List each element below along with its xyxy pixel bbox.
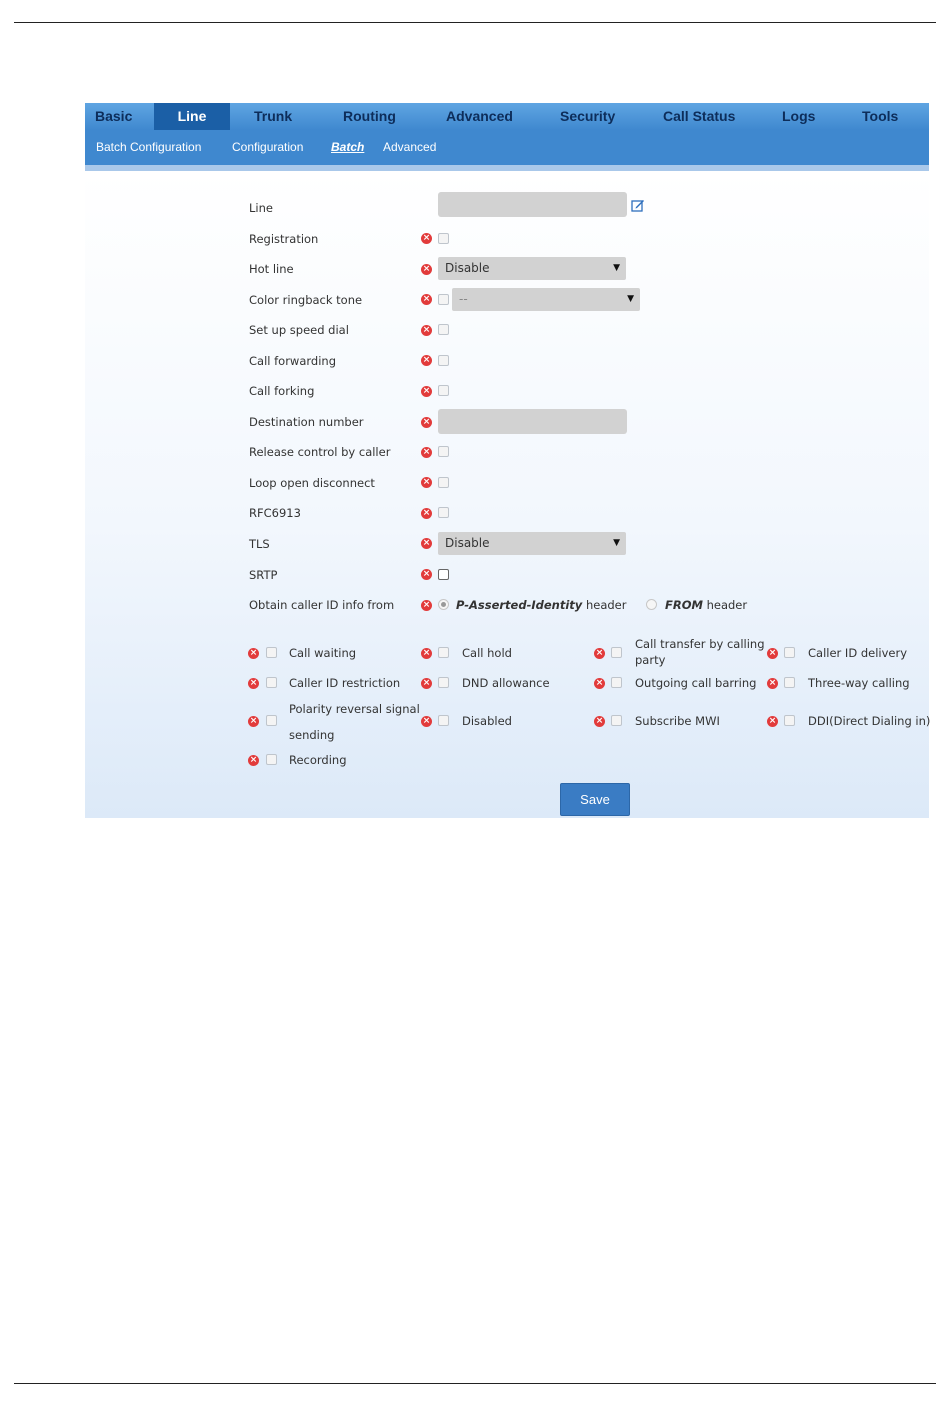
page-top-rule [14,22,936,23]
tab-basic[interactable]: Basic [95,108,133,124]
color-ringback-label: Color ringback tone [249,293,363,307]
p-asserted-identity-text: P-Asserted-Identity [456,598,583,612]
three-way-calling-label: Three-way calling [808,676,910,690]
clear-icon[interactable]: × [249,716,258,726]
tab-line[interactable]: Line [154,103,230,130]
top-nav [85,103,929,130]
clear-icon[interactable]: × [422,233,431,243]
caller-id-restriction-label: Caller ID restriction [289,676,401,690]
rfc-label: RFC6913 [249,506,301,520]
clear-icon[interactable]: × [595,716,604,726]
color-ringback-value: -- [459,292,468,306]
polarity-reversal-label-line2: sending [289,728,335,742]
tab-trunk[interactable]: Trunk [254,108,293,124]
header-suffix: header [582,598,627,612]
release-control-checkbox[interactable] [438,446,449,457]
call-transfer-label: Call transfer by calling [635,637,765,651]
tab-logs[interactable]: Logs [782,108,816,124]
polarity-reversal-checkbox[interactable] [266,715,277,726]
tab-advanced[interactable]: Advanced [446,108,513,124]
from-text: FROM [665,598,703,612]
call-forwarding-label: Call forwarding [249,354,336,368]
recording-checkbox[interactable] [266,754,277,765]
loop-open-checkbox[interactable] [438,477,449,488]
tls-value: Disable [445,536,490,550]
clear-icon[interactable]: × [422,716,431,726]
edit-icon[interactable] [631,198,645,212]
clear-icon[interactable]: × [249,648,258,658]
disabled-label: Disabled [462,714,512,728]
dropdown-arrow-icon: ▼ [627,294,634,304]
tab-tools[interactable]: Tools [862,108,899,124]
sub-nav [85,130,929,165]
dropdown-arrow-icon: ▼ [613,538,620,548]
page-bottom-rule [14,1383,936,1384]
call-forking-checkbox[interactable] [438,385,449,396]
ddi-label: DDI(Direct Dialing in) [808,714,931,728]
tab-security[interactable]: Security [560,108,616,124]
caller-id-delivery-checkbox[interactable] [784,647,795,658]
hot-line-select[interactable] [438,257,626,280]
caller-id-restriction-checkbox[interactable] [266,677,277,688]
gateway-panel [85,103,929,818]
color-ringback-select[interactable] [452,288,640,311]
batch-form [85,171,929,818]
clear-icon[interactable]: × [422,508,431,518]
srtp-checkbox[interactable] [438,569,449,580]
tls-select[interactable] [438,532,626,555]
tab-routing[interactable]: Routing [343,108,396,124]
recording-label: Recording [289,753,347,767]
subtab-batch[interactable]: Batch [331,140,365,154]
rfc-checkbox[interactable] [438,507,449,518]
dnd-allowance-checkbox[interactable] [438,677,449,688]
clear-icon[interactable]: × [422,477,431,487]
clear-icon[interactable]: × [595,678,604,688]
speed-dial-checkbox[interactable] [438,324,449,335]
clear-icon[interactable]: × [422,600,431,610]
dnd-allowance-label: DND allowance [462,676,550,690]
clear-icon[interactable]: × [422,264,431,274]
subscribe-mwi-label: Subscribe MWI [635,714,720,728]
clear-icon[interactable]: × [422,325,431,335]
registration-checkbox[interactable] [438,233,449,244]
registration-label: Registration [249,232,319,246]
line-label: Line [249,201,273,215]
three-way-calling-checkbox[interactable] [784,677,795,688]
subtab-batch-configuration[interactable]: Batch Configuration [96,140,202,154]
release-control-label: Release control by caller [249,445,391,459]
call-forwarding-checkbox[interactable] [438,355,449,366]
clear-icon[interactable]: × [422,417,431,427]
call-waiting-label: Call waiting [289,646,357,660]
clear-icon[interactable]: × [249,678,258,688]
hot-line-label: Hot line [249,262,294,276]
call-waiting-checkbox[interactable] [266,647,277,658]
subtab-advanced[interactable]: Advanced [383,140,437,154]
p-asserted-identity-radio[interactable] [438,599,449,610]
disabled-checkbox[interactable] [438,715,449,726]
hot-line-value: Disable [445,261,490,275]
clear-icon[interactable]: × [249,755,258,765]
header-suffix: header [702,598,748,612]
clear-icon[interactable]: × [768,716,777,726]
tab-call-status[interactable]: Call Status [663,108,736,124]
clear-icon[interactable]: × [422,386,431,396]
speed-dial-label: Set up speed dial [249,323,349,337]
tls-label: TLS [249,537,270,551]
destination-input[interactable] [438,409,627,434]
line-input[interactable] [438,192,627,217]
from-header-option [665,598,747,612]
clear-icon[interactable]: × [422,648,431,658]
clear-icon[interactable]: × [422,294,431,304]
clear-icon[interactable]: × [768,678,777,688]
p-asserted-identity-option [456,598,626,612]
subscribe-mwi-checkbox[interactable] [611,715,622,726]
call-transfer-label-line2: party [635,653,666,667]
clear-icon[interactable]: × [422,569,431,579]
loop-open-label: Loop open disconnect [249,476,375,490]
clear-icon[interactable]: × [768,648,777,658]
destination-label: Destination number [249,415,364,429]
dropdown-arrow-icon: ▼ [613,263,620,273]
clear-icon[interactable]: × [422,538,431,548]
caller-id-source-label: Obtain caller ID info from [249,598,395,612]
subtab-configuration[interactable]: Configuration [232,140,304,154]
srtp-label: SRTP [249,568,278,582]
outgoing-call-barring-label: Outgoing call barring [635,676,757,690]
color-ringback-checkbox[interactable] [438,294,449,305]
clear-icon[interactable]: × [422,447,431,457]
polarity-reversal-label: Polarity reversal signal [289,702,420,716]
call-transfer-checkbox[interactable] [611,647,622,658]
caller-id-delivery-label: Caller ID delivery [808,646,908,660]
save-button[interactable]: Save [560,783,630,816]
call-forking-label: Call forking [249,384,315,398]
call-hold-checkbox[interactable] [438,647,449,658]
clear-icon[interactable]: × [595,648,604,658]
outgoing-call-barring-checkbox[interactable] [611,677,622,688]
clear-icon[interactable]: × [422,355,431,365]
clear-icon[interactable]: × [422,678,431,688]
ddi-checkbox[interactable] [784,715,795,726]
call-hold-label: Call hold [462,646,512,660]
from-header-radio[interactable] [646,599,657,610]
